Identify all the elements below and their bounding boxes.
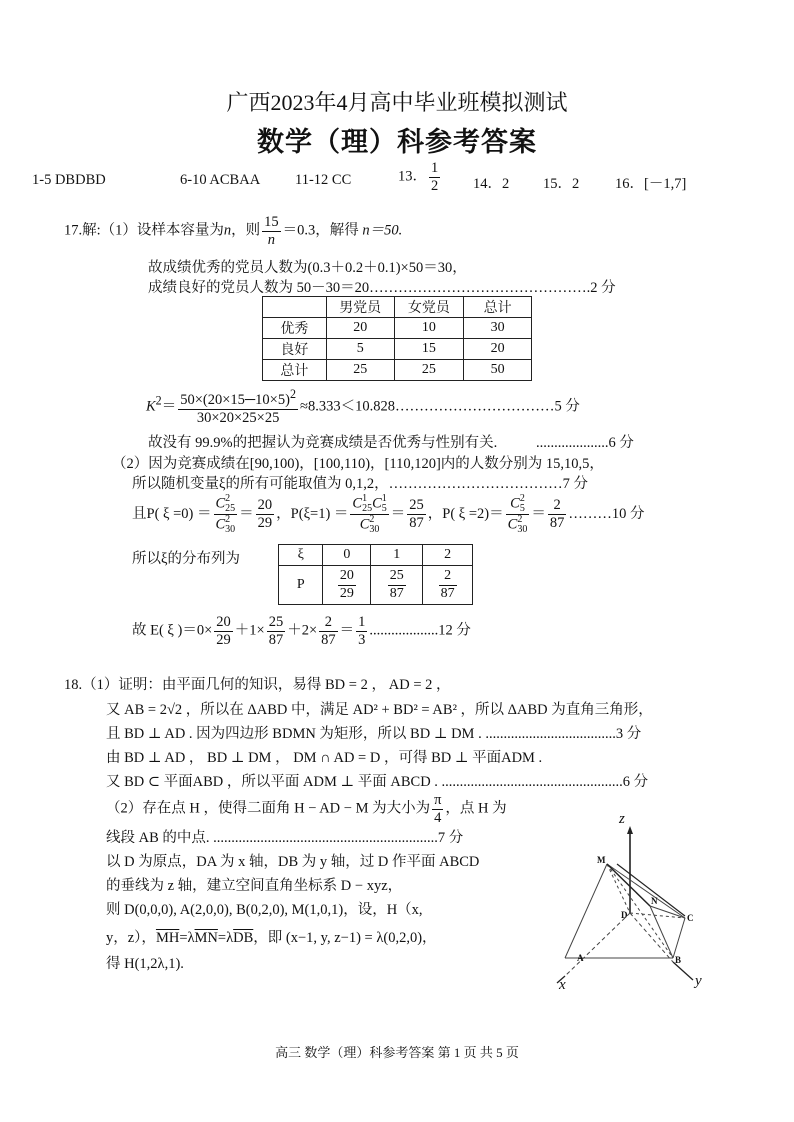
k2-tail: ≈8.333＜10.828……………………………5 分 — [299, 398, 580, 415]
x-axis-dashed — [565, 913, 630, 976]
c-sub: 5 — [519, 503, 525, 514]
expectation-line — [132, 614, 471, 648]
fraction-numerator: 20 — [257, 497, 273, 514]
q17-line3: 成绩良好的党员人数为 50－30＝20……………………………………….2 分 — [148, 280, 616, 296]
k2-fraction — [178, 388, 298, 426]
table-cell: 25 — [326, 360, 394, 381]
q18-line5: 又 BD ⊂ 平面ABD ，所以平面 ADM ⊥ 平面 ABCD . ..................................................6 分 — [106, 774, 649, 790]
c-sub: 25 — [225, 503, 236, 514]
z-arrow — [627, 826, 633, 834]
fraction-numerator: 2 — [548, 497, 567, 515]
fraction-denominator: 4 — [434, 809, 442, 826]
p1-combination — [350, 494, 388, 535]
q17-conclusion-score: ....................6 分 — [536, 435, 634, 451]
e-eq: ＝ — [339, 622, 355, 639]
e-prefix: 故 E( ξ )＝0× — [132, 622, 213, 639]
fraction-denominator — [214, 515, 238, 535]
e-fraction — [267, 614, 286, 648]
q17-n: n — [223, 222, 232, 239]
table-cell: 25 — [394, 360, 464, 381]
table-cell: 总计 — [263, 360, 327, 381]
table-cell: 10 — [394, 318, 464, 339]
q18-part2-line2: 线段 AB 的中点. ..............................................................7 分 — [106, 830, 464, 846]
q18-p2-b: ，点 H 为 — [445, 800, 507, 817]
table-cell: 总计 — [464, 297, 532, 318]
label-c: C — [687, 913, 694, 923]
table-cell: 50 — [464, 360, 532, 381]
table-cell: ξ — [279, 545, 323, 566]
dist-fraction — [388, 568, 406, 601]
table-cell: 女党员 — [394, 297, 464, 318]
label-n: N — [651, 896, 658, 906]
c-sub: 25 — [362, 503, 373, 514]
table-cell: 1 — [371, 545, 423, 566]
q18-part2-line6 — [106, 926, 437, 947]
table-cell: 15 — [394, 339, 464, 360]
vector-mh: $\overline{MH}$ — [155, 930, 180, 946]
fraction-denominator: 3 — [358, 631, 366, 648]
y-axis-dashed — [630, 913, 673, 962]
table-cell: 0 — [323, 545, 371, 566]
c-indices — [225, 494, 235, 514]
table-cell: 20 — [464, 339, 532, 360]
k2-numerator-sup: 2 — [289, 387, 296, 401]
answer-13 — [398, 160, 442, 194]
distribution-label: 所以ξ的分布列为 — [132, 551, 240, 567]
table-cell — [371, 566, 423, 605]
fraction-numerator: 1 — [431, 160, 439, 176]
q18-line3: 且 BD ⊥ AD . 因为四边形 BDMN 为矩形，所以 BD ⊥ DM . ....................................3 分 — [106, 726, 642, 742]
dist-fraction — [338, 568, 356, 601]
q18-p2-a: （2）存在点 H ，使得二面角 H − AD − M 为大小为 — [106, 800, 431, 817]
pi-over-four — [432, 792, 443, 826]
c-symbol: C — [510, 495, 520, 512]
table-cell: 30 — [464, 318, 532, 339]
contingency-table — [262, 296, 532, 381]
k2-numerator: 50×(20×15─10×5) — [180, 391, 290, 408]
q17-tail: ＝0.3，解得 — [282, 222, 359, 239]
table-cell: 20 — [326, 318, 394, 339]
label-y: y — [695, 973, 702, 989]
p0-value — [256, 497, 275, 531]
p0-combination — [214, 494, 238, 535]
q18-l6-eq2: =λ — [217, 930, 234, 946]
c-indices — [369, 515, 379, 535]
q18-l6b: ，即 (x−1, y, z−1) = λ(0,2,0)， — [253, 930, 437, 946]
vector-mn: $\overline{MN}$ — [194, 930, 218, 946]
c-sub: 30 — [225, 524, 236, 535]
q17-solve: n＝50. — [362, 222, 403, 239]
q18-part2-line3: 以 D 为原点，DA 为 x 轴，DB 为 y 轴，过 D 作平面 ABCD — [106, 854, 480, 870]
label-m: M — [597, 855, 606, 865]
k2-sup: 2 — [155, 393, 162, 408]
answer-6-10: 6-10 ACBAA — [180, 172, 261, 188]
answer-15: 15．2 — [543, 176, 580, 192]
p2-label: ，P( ξ =2)＝ — [427, 505, 504, 522]
c-sup: 2 — [517, 514, 523, 525]
c-indices — [517, 515, 527, 535]
fraction-numerator: π — [434, 792, 442, 808]
c-symbol: C — [215, 495, 226, 512]
c-indices — [362, 494, 372, 514]
table-row — [279, 566, 473, 605]
edge-bc — [673, 918, 685, 958]
q17-conclusion: 故没有 99.9%的把握认为竞赛成绩是否优秀与性别有关. — [148, 435, 498, 451]
q17-then: ，则 — [231, 222, 261, 239]
page-title: 广西2023年4月高中毕业班模拟测试 — [226, 90, 568, 115]
e-fraction — [319, 614, 338, 648]
answer-13-fraction — [429, 160, 440, 194]
c-indices — [382, 494, 387, 514]
fraction-numerator: 20 — [216, 614, 231, 630]
c-symbol: C — [507, 516, 518, 533]
p2-value — [548, 497, 567, 531]
fraction-denominator: 29 — [216, 631, 231, 648]
fraction-denominator: 87 — [268, 631, 284, 648]
table-row — [263, 339, 532, 360]
q18-line2: 又 AB = 2√2 ，所以在 ΔABD 中，满足 AD² + BD² = AB² ，所以 ΔABD 为直角三角形， — [106, 702, 653, 718]
fraction-numerator: 25 — [409, 497, 424, 514]
edge-ma — [565, 864, 607, 958]
c-sub: 30 — [369, 524, 380, 535]
p1-label: ，P(ξ=1) ＝ — [276, 505, 349, 522]
fraction-denominator: n — [267, 231, 276, 248]
e-fraction — [214, 614, 233, 648]
answer-1-5: 1-5 DBDBD — [32, 172, 106, 188]
q18-part2-line1 — [106, 792, 507, 826]
table-cell: P — [279, 566, 323, 605]
c-sup: 1 — [381, 493, 387, 504]
k2-label: K — [146, 398, 156, 415]
q17-part2-line1: （2）因为竞赛成绩在[90,100)，[100,110)，[110,120]内的人数分别为 15,10,5， — [112, 456, 604, 472]
fraction-numerator: 1 — [358, 614, 366, 630]
edge-nb — [650, 906, 673, 958]
fraction-numerator: 25 — [268, 614, 284, 630]
fraction-denominator: 30×20×25×25 — [196, 409, 280, 426]
label-x: x — [559, 977, 566, 993]
c-symbol: C — [352, 495, 363, 512]
table-cell: 5 — [326, 339, 394, 360]
p1-value — [407, 497, 426, 531]
table-cell: 男党员 — [326, 297, 394, 318]
fraction-numerator — [350, 494, 388, 515]
c-symbol: C — [215, 516, 226, 533]
fraction-numerator: 2 — [439, 568, 457, 585]
fraction-denominator: 29 — [257, 515, 273, 531]
table-row — [263, 297, 532, 318]
q17-line1 — [64, 214, 402, 248]
p-and: 且 — [132, 505, 147, 522]
c-indices — [225, 515, 235, 535]
page-subtitle: 数学（理）科参考答案 — [257, 127, 537, 158]
c-symbol: C — [359, 516, 370, 533]
table-row — [263, 360, 532, 381]
page-footer: 高三 数学（理）科参考答案 第 1 页 共 5 页 — [275, 1045, 519, 1060]
table-cell — [323, 566, 371, 605]
fraction-numerator — [178, 388, 298, 410]
fraction-denominator: 87 — [321, 631, 336, 648]
c-sup: 2 — [225, 514, 231, 525]
q17-line2: 故成绩优秀的党员人数为(0.3＋0.2＋0.1)×50＝30， — [148, 260, 467, 276]
q18-part2-line4: 的垂线为 z 轴，建立空间直角坐标系 D − xyz， — [106, 878, 403, 894]
p-score: ………10 分 — [568, 505, 645, 522]
fraction-numerator — [214, 494, 238, 515]
answer-14: 14．2 — [473, 176, 510, 192]
label-z: z — [619, 811, 625, 827]
c-sup: 2 — [225, 493, 231, 504]
answer-16: 16．[－1,7] — [615, 176, 687, 192]
c-sup: 1 — [362, 493, 368, 504]
fraction-denominator: 87 — [440, 585, 455, 601]
table-cell: 良好 — [263, 339, 327, 360]
q17-fraction — [262, 214, 281, 248]
distribution-table — [278, 544, 473, 605]
q18-l6a: y，z）， — [106, 930, 156, 946]
table-cell — [263, 297, 327, 318]
fraction-numerator — [506, 494, 530, 515]
p2-combination — [506, 494, 530, 535]
e-plus: ＋2× — [287, 622, 318, 639]
table-cell: 2 — [423, 545, 473, 566]
fraction-denominator: 29 — [339, 585, 354, 601]
table-row — [263, 318, 532, 339]
q18-l6-eq: =λ — [179, 930, 195, 946]
q18-line1: 18.（1）证明：由平面几何的知识，易得 BD = 2 ， AD = 2 ， — [64, 677, 451, 693]
fraction-numerator: 2 — [319, 614, 338, 632]
k2-formula — [146, 388, 580, 426]
vector-db: $\overline{DB}$ — [233, 930, 254, 946]
c-sup: 2 — [369, 514, 375, 525]
label-a: A — [577, 953, 584, 963]
fraction-denominator: 2 — [431, 177, 439, 194]
c-sub: 30 — [517, 524, 528, 535]
c-sub: 5 — [381, 503, 387, 514]
fraction-numerator: 25 — [388, 568, 406, 585]
fraction-denominator: 87 — [549, 515, 565, 531]
edge-mc — [607, 864, 685, 918]
c-indices — [520, 494, 525, 514]
table-row — [279, 545, 473, 566]
e-score: ...................12 分 — [369, 622, 471, 639]
table-cell: 优秀 — [263, 318, 327, 339]
fraction-denominator — [350, 515, 388, 535]
c-symbol: C — [372, 495, 382, 512]
probability-line: 且P( ξ =0) ＝ C 2 25 C 2 30 ＝ $\frac{20}{29}$ ，P(ξ=1) ＝ C 1 25 C 1 5 C 2 30 ＝ $\frac{25}{87}$ ，P( ξ =2)＝ C 2 5 C 2 30 ＝ $\frac{2}{87}$ ………10 分 — [132, 493, 645, 535]
answer-11-12: 11-12 CC — [295, 172, 352, 188]
label-d: D — [621, 910, 628, 920]
c-sup: 2 — [519, 493, 525, 504]
fraction-denominator: 87 — [409, 515, 424, 531]
q18-part2-line5: 则 D(0,0,0), A(2,0,0), B(0,2,0), M(1,0,1)，设，H（x, — [106, 902, 423, 918]
fraction-numerator: 20 — [338, 568, 356, 585]
label-b: B — [675, 955, 682, 965]
fraction-denominator: 87 — [389, 585, 404, 601]
fraction-numerator: 15 — [264, 214, 279, 230]
table-cell — [423, 566, 473, 605]
q17-prefix: 17.解:（1）设样本容量为 — [64, 222, 224, 239]
q18-line4: 由 BD ⊥ AD ， BD ⊥ DM ， DM ∩ AD = D ，可得 BD ⊥ 平面ADM . — [106, 750, 543, 766]
answer-13-label: 13． — [398, 168, 427, 185]
q18-part2-line7: 得 H(1,2λ,1). — [106, 956, 184, 972]
p0-label: P( ξ =0) ＝ — [146, 505, 212, 522]
geometry-figure — [545, 808, 725, 998]
fraction-denominator — [506, 515, 530, 535]
e-fraction — [356, 614, 367, 648]
q17-part2-line2: 所以随机变量ξ的所有可能取值为 0,1,2，………………………………7 分 — [132, 476, 588, 492]
k2-eq: ＝ — [161, 398, 177, 415]
e-plus: ＋1× — [234, 622, 265, 639]
dist-fraction — [439, 568, 457, 601]
